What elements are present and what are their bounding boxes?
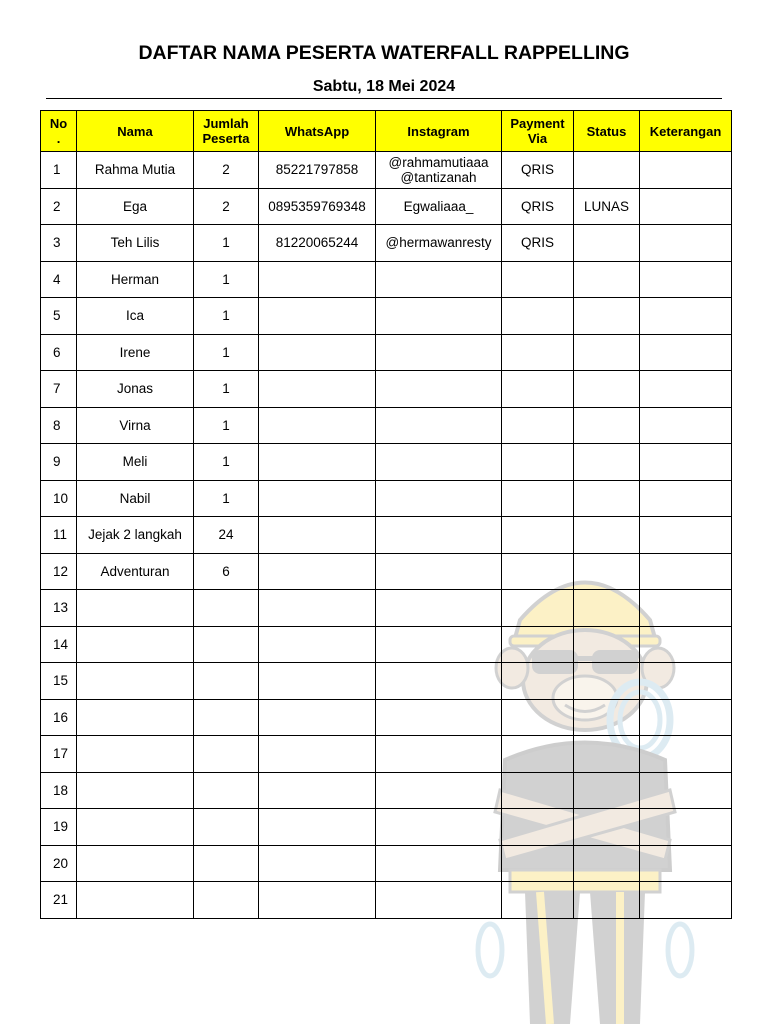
cell-instagram bbox=[376, 809, 502, 846]
cell-status bbox=[574, 480, 640, 517]
table-row bbox=[41, 371, 732, 408]
table-row bbox=[41, 152, 732, 189]
cell-nama: Ica bbox=[77, 298, 194, 335]
cell-payment bbox=[502, 736, 574, 773]
table-row bbox=[41, 334, 732, 371]
col-header-payment: Payment Via bbox=[502, 111, 574, 152]
cell-jumlah: 1 bbox=[194, 298, 259, 335]
cell-jumlah bbox=[194, 882, 259, 919]
cell-instagram bbox=[376, 882, 502, 919]
cell-no: 15 bbox=[41, 663, 77, 700]
cell-instagram bbox=[376, 845, 502, 882]
table-row bbox=[41, 444, 732, 481]
table-row bbox=[41, 480, 732, 517]
table-row bbox=[41, 517, 732, 554]
cell-jumlah: 24 bbox=[194, 517, 259, 554]
cell-payment bbox=[502, 882, 574, 919]
table-header-row bbox=[41, 111, 732, 152]
cell-instagram bbox=[376, 517, 502, 554]
col-header-jumlah: Jumlah Peserta bbox=[194, 111, 259, 152]
participant-table bbox=[40, 110, 732, 919]
col-header-no: No . bbox=[41, 111, 77, 152]
cell-instagram bbox=[376, 261, 502, 298]
cell-instagram bbox=[376, 663, 502, 700]
cell-keterangan bbox=[640, 517, 732, 554]
cell-keterangan bbox=[640, 699, 732, 736]
cell-nama: Rahma Mutia bbox=[77, 152, 194, 189]
cell-instagram bbox=[376, 699, 502, 736]
cell-status bbox=[574, 334, 640, 371]
cell-payment bbox=[502, 480, 574, 517]
cell-whatsapp bbox=[259, 517, 376, 554]
cell-no: 21 bbox=[41, 882, 77, 919]
cell-status bbox=[574, 407, 640, 444]
cell-nama: Irene bbox=[77, 334, 194, 371]
cell-status bbox=[574, 626, 640, 663]
cell-payment: QRIS bbox=[502, 225, 574, 262]
table-row bbox=[41, 407, 732, 444]
cell-nama: Herman bbox=[77, 261, 194, 298]
cell-whatsapp bbox=[259, 480, 376, 517]
cell-no: 16 bbox=[41, 699, 77, 736]
cell-instagram bbox=[376, 334, 502, 371]
cell-nama bbox=[77, 663, 194, 700]
cell-payment bbox=[502, 626, 574, 663]
cell-jumlah bbox=[194, 663, 259, 700]
cell-status bbox=[574, 261, 640, 298]
cell-nama: Adventuran bbox=[77, 553, 194, 590]
cell-nama bbox=[77, 736, 194, 773]
cell-status bbox=[574, 590, 640, 627]
table-row bbox=[41, 882, 732, 919]
cell-instagram bbox=[376, 225, 502, 262]
cell-no: 10 bbox=[41, 480, 77, 517]
cell-keterangan bbox=[640, 772, 732, 809]
cell-status bbox=[574, 517, 640, 554]
cell-no: 8 bbox=[41, 407, 77, 444]
cell-jumlah: 1 bbox=[194, 480, 259, 517]
cell-payment bbox=[502, 809, 574, 846]
cell-jumlah: 1 bbox=[194, 261, 259, 298]
cell-nama: Jejak 2 langkah bbox=[77, 517, 194, 554]
cell-instagram bbox=[376, 553, 502, 590]
cell-jumlah bbox=[194, 809, 259, 846]
cell-whatsapp bbox=[259, 298, 376, 335]
cell-keterangan bbox=[640, 371, 732, 408]
cell-whatsapp bbox=[259, 334, 376, 371]
cell-no: 18 bbox=[41, 772, 77, 809]
cell-status bbox=[574, 772, 640, 809]
cell-status bbox=[574, 553, 640, 590]
cell-jumlah bbox=[194, 590, 259, 627]
cell-whatsapp: 0895359769348 bbox=[259, 188, 376, 225]
cell-payment bbox=[502, 407, 574, 444]
table-row bbox=[41, 772, 732, 809]
cell-status bbox=[574, 152, 640, 189]
cell-nama bbox=[77, 590, 194, 627]
cell-instagram bbox=[376, 736, 502, 773]
cell-whatsapp bbox=[259, 736, 376, 773]
cell-keterangan bbox=[640, 225, 732, 262]
cell-keterangan bbox=[640, 407, 732, 444]
cell-whatsapp bbox=[259, 772, 376, 809]
table-row bbox=[41, 261, 732, 298]
cell-nama: Teh Lilis bbox=[77, 225, 194, 262]
cell-keterangan bbox=[640, 480, 732, 517]
event-date: Sabtu, 18 Mei 2024 bbox=[312, 78, 456, 95]
cell-whatsapp bbox=[259, 845, 376, 882]
cell-nama: Ega bbox=[77, 188, 194, 225]
cell-nama: Virna bbox=[77, 407, 194, 444]
cell-jumlah bbox=[194, 845, 259, 882]
cell-keterangan bbox=[640, 663, 732, 700]
cell-no: 4 bbox=[41, 261, 77, 298]
cell-whatsapp bbox=[259, 590, 376, 627]
table-row bbox=[41, 699, 732, 736]
cell-status bbox=[574, 699, 640, 736]
cell-no: 12 bbox=[41, 553, 77, 590]
cell-nama: Meli bbox=[77, 444, 194, 481]
table-row bbox=[41, 736, 732, 773]
cell-jumlah bbox=[194, 699, 259, 736]
cell-keterangan bbox=[640, 334, 732, 371]
cell-jumlah: 2 bbox=[194, 188, 259, 225]
cell-whatsapp bbox=[259, 371, 376, 408]
cell-payment bbox=[502, 261, 574, 298]
cell-no: 9 bbox=[41, 444, 77, 481]
col-header-instagram: Instagram bbox=[376, 111, 502, 152]
table-row bbox=[41, 188, 732, 225]
cell-jumlah: 1 bbox=[194, 371, 259, 408]
cell-keterangan bbox=[640, 298, 732, 335]
cell-whatsapp bbox=[259, 407, 376, 444]
cell-no: 14 bbox=[41, 626, 77, 663]
cell-instagram bbox=[376, 480, 502, 517]
cell-jumlah: 1 bbox=[194, 225, 259, 262]
cell-jumlah bbox=[194, 736, 259, 773]
cell-status bbox=[574, 663, 640, 700]
table-row bbox=[41, 809, 732, 846]
table-row bbox=[41, 298, 732, 335]
cell-nama bbox=[77, 772, 194, 809]
table-row bbox=[41, 553, 732, 590]
cell-keterangan bbox=[640, 809, 732, 846]
cell-whatsapp bbox=[259, 663, 376, 700]
cell-no: 2 bbox=[41, 188, 77, 225]
cell-keterangan bbox=[640, 736, 732, 773]
cell-payment: QRIS bbox=[502, 152, 574, 189]
cell-nama: Nabil bbox=[77, 480, 194, 517]
table-row bbox=[41, 663, 732, 700]
cell-keterangan bbox=[640, 188, 732, 225]
cell-jumlah: 6 bbox=[194, 553, 259, 590]
cell-payment bbox=[502, 845, 574, 882]
cell-instagram bbox=[376, 626, 502, 663]
cell-instagram bbox=[376, 371, 502, 408]
table-row bbox=[41, 845, 732, 882]
cell-payment bbox=[502, 298, 574, 335]
cell-payment bbox=[502, 371, 574, 408]
cell-status bbox=[574, 298, 640, 335]
cell-instagram bbox=[376, 590, 502, 627]
col-header-nama: Nama bbox=[77, 111, 194, 152]
cell-status bbox=[574, 845, 640, 882]
cell-status bbox=[574, 371, 640, 408]
cell-status bbox=[574, 736, 640, 773]
cell-status bbox=[574, 444, 640, 481]
table-row bbox=[41, 626, 732, 663]
cell-instagram bbox=[376, 152, 502, 189]
cell-payment bbox=[502, 553, 574, 590]
instagram-handle: @rahmamutiaaa bbox=[388, 154, 489, 170]
cell-whatsapp bbox=[259, 553, 376, 590]
cell-whatsapp bbox=[259, 261, 376, 298]
cell-nama bbox=[77, 845, 194, 882]
cell-instagram bbox=[376, 407, 502, 444]
cell-whatsapp: 81220065244 bbox=[259, 225, 376, 262]
cell-no: 17 bbox=[41, 736, 77, 773]
cell-nama bbox=[77, 699, 194, 736]
cell-no: 13 bbox=[41, 590, 77, 627]
cell-keterangan bbox=[640, 845, 732, 882]
cell-nama bbox=[77, 809, 194, 846]
instagram-handle: @hermawanresty bbox=[385, 235, 492, 251]
cell-whatsapp bbox=[259, 444, 376, 481]
cell-no: 5 bbox=[41, 298, 77, 335]
cell-instagram bbox=[376, 444, 502, 481]
cell-jumlah: 1 bbox=[194, 444, 259, 481]
cell-jumlah bbox=[194, 772, 259, 809]
cell-whatsapp bbox=[259, 699, 376, 736]
cell-keterangan bbox=[640, 444, 732, 481]
cell-whatsapp: 85221797858 bbox=[259, 152, 376, 189]
cell-instagram bbox=[376, 188, 502, 225]
cell-keterangan bbox=[640, 553, 732, 590]
cell-no: 7 bbox=[41, 371, 77, 408]
instagram-handle: @tantizanah bbox=[400, 169, 477, 185]
instagram-handle: Egwaliaaa_ bbox=[403, 198, 474, 214]
cell-nama bbox=[77, 882, 194, 919]
cell-no: 1 bbox=[41, 152, 77, 189]
cell-payment: QRIS bbox=[502, 188, 574, 225]
cell-no: 6 bbox=[41, 334, 77, 371]
cell-payment bbox=[502, 772, 574, 809]
cell-no: 3 bbox=[41, 225, 77, 262]
title-divider bbox=[46, 98, 722, 99]
cell-no: 11 bbox=[41, 517, 77, 554]
cell-no: 20 bbox=[41, 845, 77, 882]
col-header-status: Status bbox=[574, 111, 640, 152]
page-title: DAFTAR NAMA PESERTA WATERFALL RAPPELLING bbox=[138, 42, 630, 64]
cell-status bbox=[574, 882, 640, 919]
cell-jumlah: 1 bbox=[194, 407, 259, 444]
cell-nama bbox=[77, 626, 194, 663]
cell-payment bbox=[502, 444, 574, 481]
cell-status bbox=[574, 809, 640, 846]
cell-instagram bbox=[376, 298, 502, 335]
col-header-whatsapp: WhatsApp bbox=[259, 111, 376, 152]
cell-jumlah: 1 bbox=[194, 334, 259, 371]
col-header-keterangan: Keterangan bbox=[640, 111, 732, 152]
cell-status: LUNAS bbox=[574, 188, 640, 225]
cell-nama: Jonas bbox=[77, 371, 194, 408]
cell-keterangan bbox=[640, 882, 732, 919]
table-row bbox=[41, 590, 732, 627]
cell-keterangan bbox=[640, 626, 732, 663]
cell-payment bbox=[502, 590, 574, 627]
cell-payment bbox=[502, 699, 574, 736]
cell-keterangan bbox=[640, 590, 732, 627]
cell-payment bbox=[502, 663, 574, 700]
cell-instagram bbox=[376, 772, 502, 809]
cell-status bbox=[574, 225, 640, 262]
cell-whatsapp bbox=[259, 882, 376, 919]
cell-payment bbox=[502, 517, 574, 554]
cell-keterangan bbox=[640, 152, 732, 189]
cell-no: 19 bbox=[41, 809, 77, 846]
cell-keterangan bbox=[640, 261, 732, 298]
cell-whatsapp bbox=[259, 626, 376, 663]
cell-payment bbox=[502, 334, 574, 371]
cell-jumlah: 2 bbox=[194, 152, 259, 189]
table-row bbox=[41, 225, 732, 262]
cell-jumlah bbox=[194, 626, 259, 663]
cell-whatsapp bbox=[259, 809, 376, 846]
